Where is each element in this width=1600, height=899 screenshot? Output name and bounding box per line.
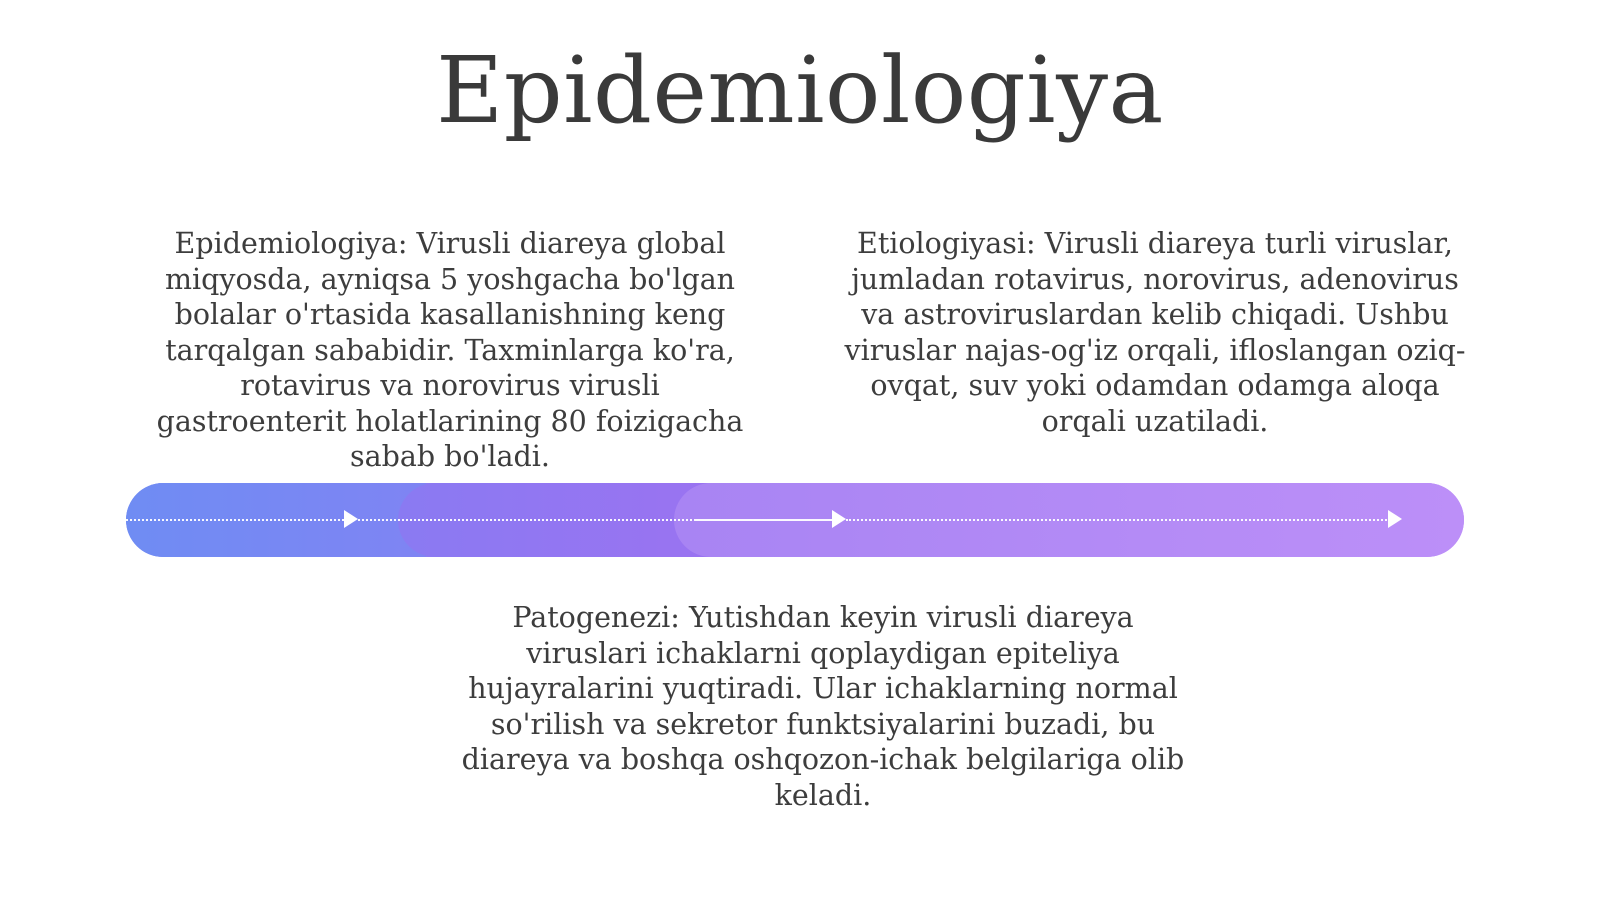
slide-title: Epidemiologiya	[436, 37, 1164, 144]
epidemiology-text: Epidemiologiya: Virusli diareya global miqyosda, ayniqsa 5 yoshgacha bo'lgan bolalar o'rtasida kasallanishning keng tarqalgan sababidir. Taxminlarga ko'ra, rotavirus va norovirus virusli gastroenterit holatlarining 80 foizigacha sabab bo'ladi.	[156, 227, 744, 473]
timeline-bar	[126, 483, 1464, 557]
arrow-right-icon	[1388, 510, 1402, 528]
arrow-right-icon	[344, 510, 358, 528]
timeline-solid-line	[696, 519, 832, 521]
pathogenesis-text: Patogenezi: Yutishdan keyin virusli diareya viruslari ichaklarni qoplaydigan epiteliya hujayralarini yuqtiradi. Ular ichaklarning normal so'rilish va sekretor funktsiyalarini buzadi, bu diareya va boshqa oshqozon-ichak belgilariga olib keladi.	[461, 601, 1185, 812]
timeline-dotted-line-3	[846, 519, 1394, 521]
arrow-right-icon	[832, 510, 846, 528]
timeline-dotted-line-1	[126, 519, 344, 521]
timeline-dotted-line-2	[358, 519, 696, 521]
etiology-text: Etiologiyasi: Virusli diareya turli viruslar, jumladan rotavirus, norovirus, adenovirus va astroviruslardan kelib chiqadi. Ushbu viruslar najas-og'iz orqali, ifloslangan oziq-ovqat, suv yoki odamdan odamga aloqa orqali uzatiladi.	[844, 227, 1466, 438]
